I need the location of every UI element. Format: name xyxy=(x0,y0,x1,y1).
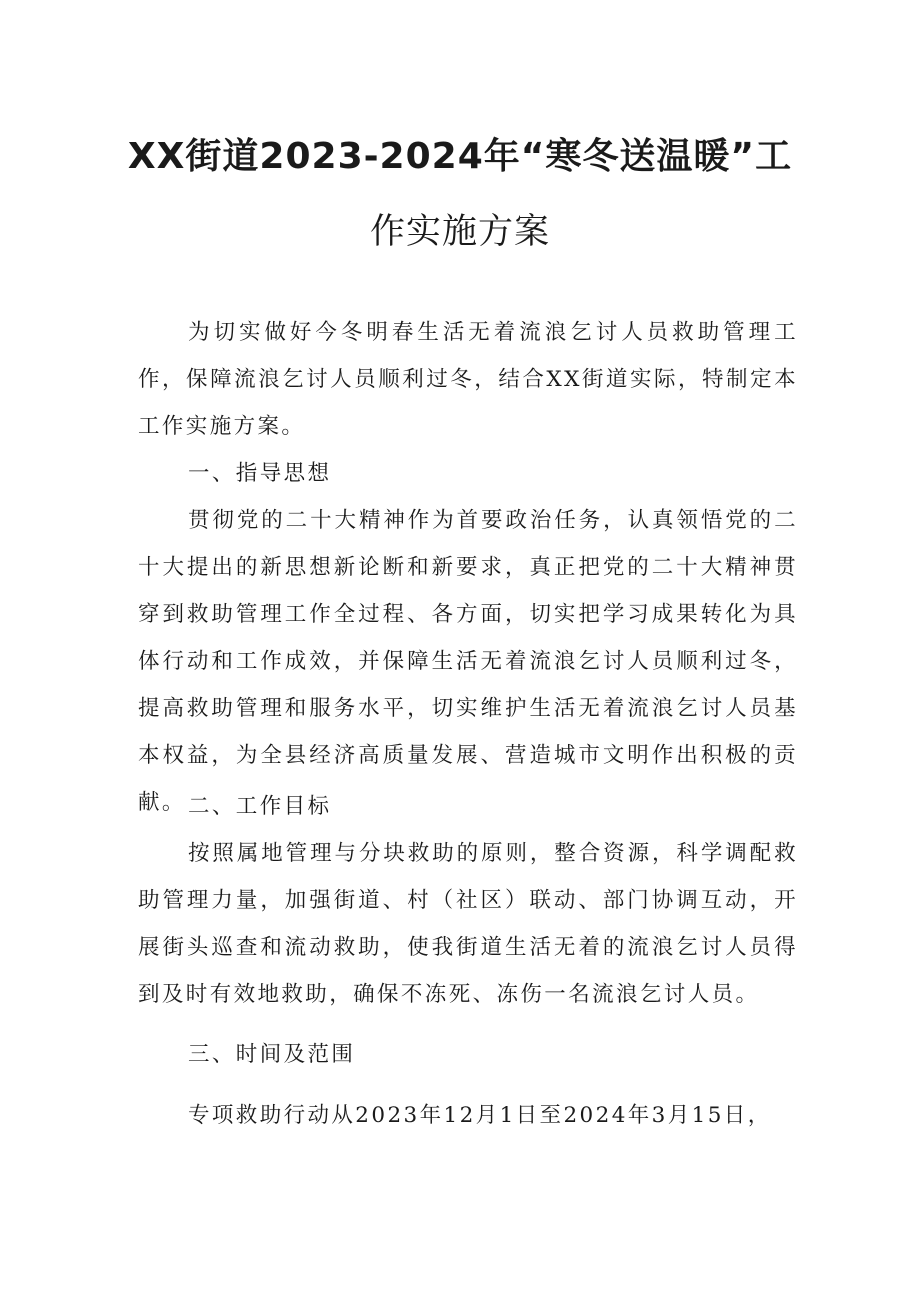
section2-heading: 二、工作目标 xyxy=(188,794,332,819)
intro-paragraph: 为切实做好今冬明春生活无着流浪乞讨人员救助管理工作，保障流浪乞讨人员顺利过冬，结合XX街道实际，特制定本工作实施方案。 xyxy=(138,320,798,439)
document-title-line1: XX街道2023-2024年“寒冬送温暖”工 xyxy=(127,136,793,177)
document-title-line2: 作实施方案 xyxy=(369,212,550,252)
section3-heading: 三、时间及范围 xyxy=(188,1042,356,1067)
section1-paragraph: 贯彻党的二十大精神作为首要政治任务，认真领悟党的二十大提出的新思想新论断和新要求，真正把党的二十大精神贯穿到救助管理工作全过程、各方面，切实把学习成果转化为具体行动和工作成效，并保障生活无着流浪乞讨人员顺利过冬，提高救助管理和服务水平，切实维护生活无着流浪乞讨人员基本权益，为全县经济高质量发展、营造城市文明作出积极的贡献。 xyxy=(138,508,798,815)
section3-paragraph: 专项救助行动从2023年12月1日至2024年3月15日， xyxy=(188,1103,772,1128)
section1-heading: 一、指导思想 xyxy=(188,461,332,486)
section2-paragraph: 按照属地管理与分块救助的原则，整合资源，科学调配救助管理力量，加强街道、村（社区）联动、部门协调互动，开展街头巡查和流动救助，使我街道生活无着的流浪乞讨人员得到及时有效地救助，确保不冻死、冻伤一名流浪乞讨人员。 xyxy=(138,841,798,1007)
